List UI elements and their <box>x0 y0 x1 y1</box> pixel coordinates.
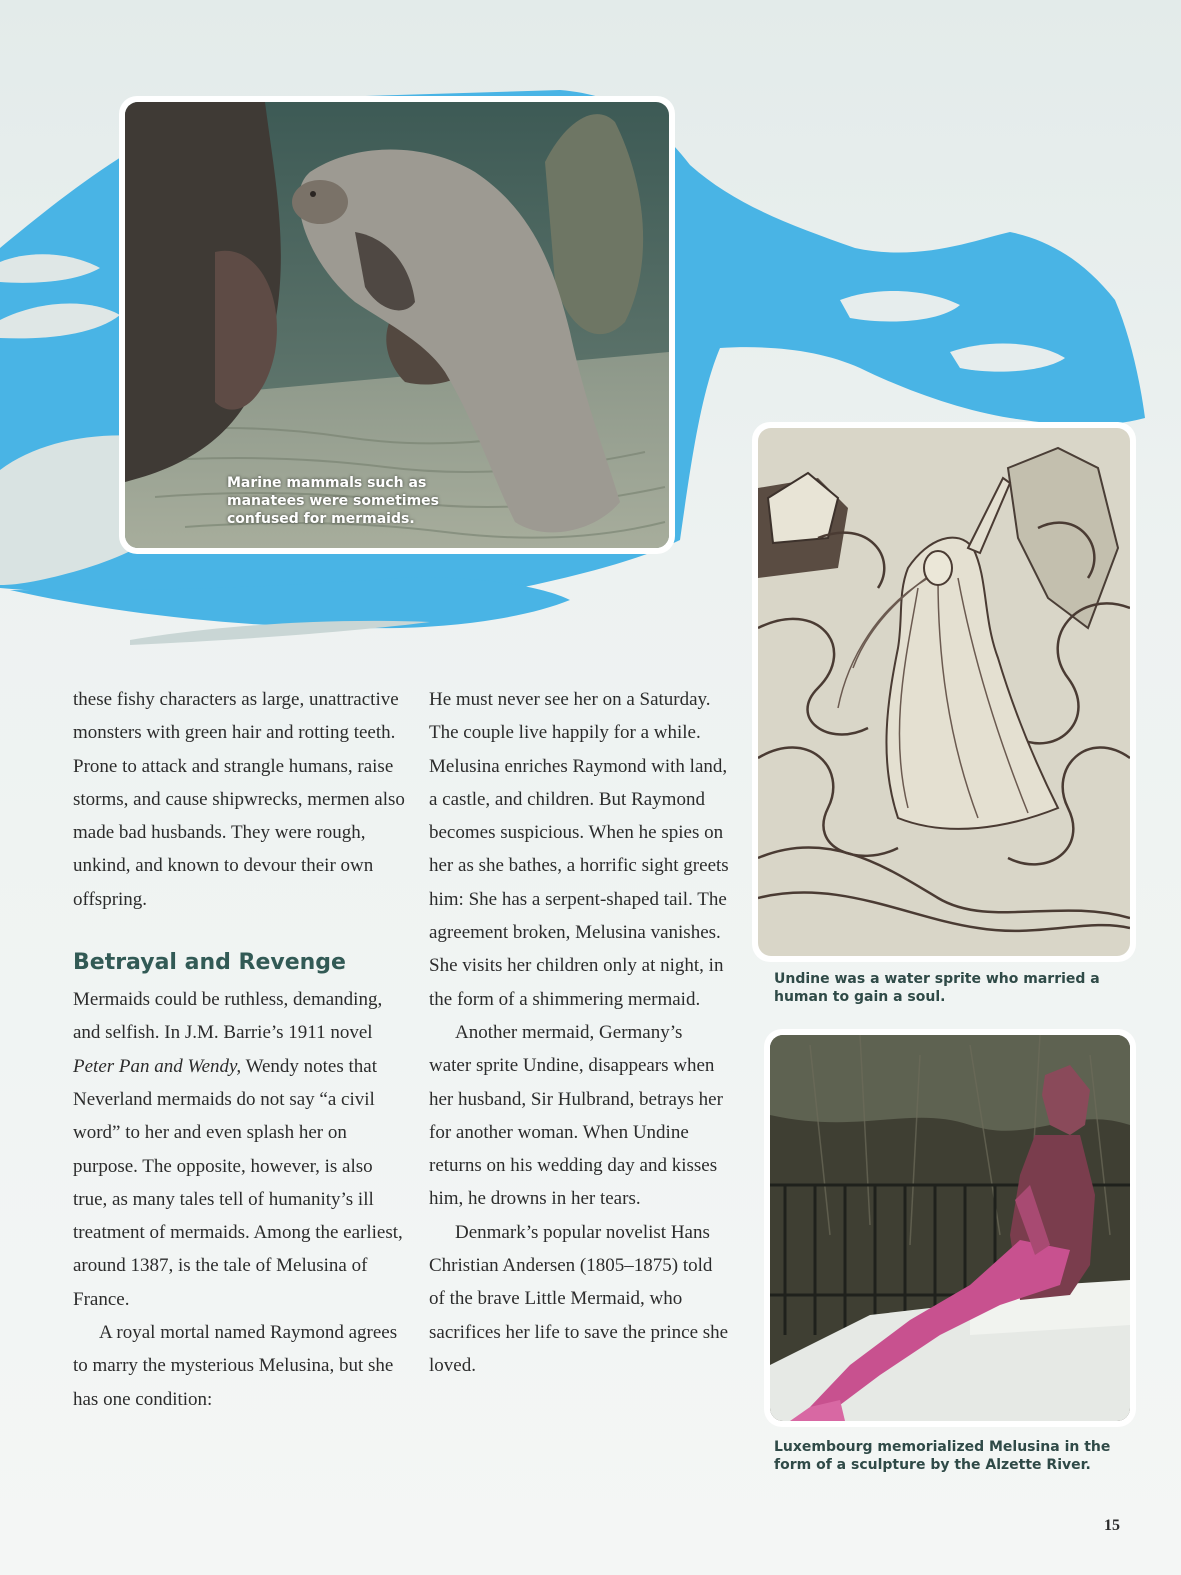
text-column-1 <box>73 683 405 1416</box>
sculpture-photo-image <box>770 1035 1130 1421</box>
book-title: Peter Pan and Wendy, <box>73 1055 242 1077</box>
section-heading: Betrayal and Revenge <box>73 950 346 976</box>
body-text: Mermaids could be ruthless, demanding, and selfish. In J.M. Barrie’s 1911 novel <box>73 989 383 1044</box>
sculpture-photo <box>764 1029 1136 1427</box>
body-text: Wendy notes that Neverland mermaids do not say “a civil word” to her and even splash her on purpose. The opposite, however, is also true, as many tales tell of humanity’s ill treatment of mermaids. Among the earliest, around 1387, is the tale of Melusina of France. <box>73 1055 403 1310</box>
body-paragraph: these fishy characters as large, unattractive monsters with green hair and rotting teeth. Prone to attack and strangle humans, raise storms, and cause shipwrecks, mermen also made bad husbands. They were rough, unkind, and known to devour their own offspring. <box>73 689 405 910</box>
body-paragraph <box>73 983 405 1316</box>
body-paragraph: A royal mortal named Raymond agrees to marry the mysterious Melusina, but she has one condition: <box>73 1322 398 1410</box>
undine-illustration-image <box>758 428 1130 956</box>
manatee-photo <box>119 96 675 554</box>
text-column-2 <box>429 683 729 1382</box>
undine-illustration-caption: Undine was a water sprite who married a human to gain a soul. <box>774 971 1100 1005</box>
undine-illustration <box>752 422 1136 962</box>
manatee-photo-caption: Marine mammals such as manatees were sometimes confused for mermaids. <box>227 475 439 527</box>
body-paragraph: He must never see her on a Saturday. The couple live happily for a while. Melusina enriches Raymond with land, a castle, and children. But Raymond becomes suspicious. When he spies on her as she bathes, a horrific sight greets him: She has a serpent-shaped tail. The agreement broken, Melusina vanishes. She visits her children only at night, in the form of a shimmering mermaid. <box>429 689 729 1010</box>
page-number: 15 <box>1104 1517 1120 1534</box>
body-paragraph: Another mermaid, Germany’s water sprite Undine, disappears when her husband, Sir Hulbrand, betrays her for another woman. When Undine returns on his wedding day and kisses him, he drowns in her tears. <box>429 1021 723 1210</box>
body-paragraph: Denmark’s popular novelist Hans Christian Andersen (1805–1875) told of the brave Little Mermaid, who sacrifices her life to save the prince she loved. <box>429 1221 729 1376</box>
sculpture-photo-caption: Luxembourg memorialized Melusina in the form of a sculpture by the Alzette River. <box>774 1439 1111 1473</box>
